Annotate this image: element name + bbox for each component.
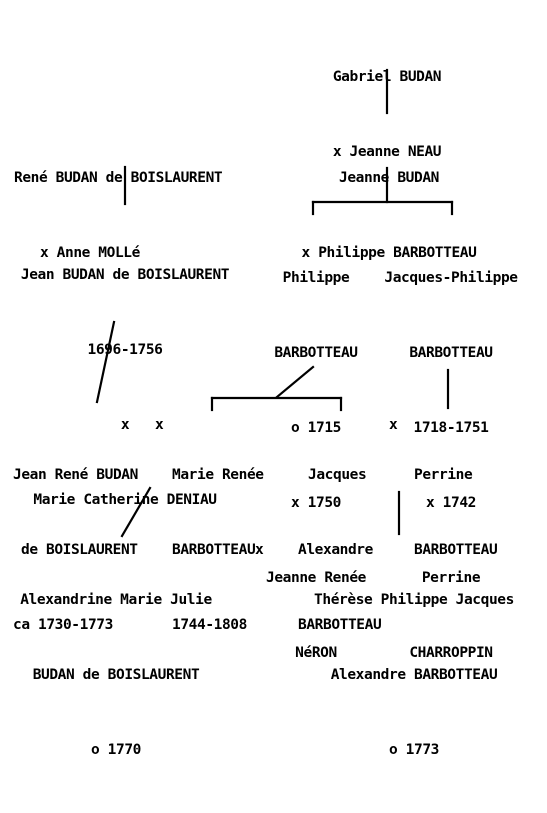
- person-name: Gabriel BUDAN: [332, 69, 442, 85]
- marriage-mark: x: [155, 417, 164, 433]
- person-name: Jean René BUDAN: [13, 467, 138, 483]
- given-name: Jacques-Philippe: [384, 270, 518, 286]
- given-name: Perrine: [414, 467, 473, 483]
- person-alexandrine-budan: [20, 538, 212, 813]
- spouse-given-name: Perrine: [421, 570, 481, 586]
- marriage-year: x 1750: [291, 495, 341, 511]
- person-name-continued: de BOISLAURENT: [21, 542, 138, 558]
- birth-year: o 1773: [389, 742, 439, 758]
- person-name: Jean BUDAN de BOISLAURENT: [20, 267, 230, 283]
- surname: BARBOTTEAU: [298, 617, 382, 633]
- life-dates: ca 1730-1773: [13, 617, 113, 633]
- marriage-year: x 1742: [426, 495, 476, 511]
- person-name-continued: Alexandre BARBOTTEAU: [330, 667, 498, 683]
- person-name: Jeanne BUDAN: [339, 170, 439, 186]
- surname: BARBOTTEAU: [414, 542, 498, 558]
- given-name: Jacques: [308, 467, 367, 483]
- spouse-name: x Philippe BARBOTTEAU: [301, 245, 477, 261]
- marriage-mark: x: [255, 542, 264, 558]
- surname: BARBOTTEAU: [274, 345, 358, 361]
- marriage-mark: x: [389, 417, 398, 433]
- given-name: Marie Renée: [172, 467, 264, 483]
- person-name-continued: BUDAN de BOISLAURENT: [32, 667, 200, 683]
- surname: BARBOTTEAU: [172, 542, 256, 558]
- surname: BARBOTTEAU: [409, 345, 493, 361]
- spouse-surname: CHARROPPIN: [409, 645, 493, 661]
- birth-year: o 1715: [291, 420, 341, 436]
- given-name-continued: Alexandre: [298, 542, 373, 558]
- birth-year: o 1770: [91, 742, 141, 758]
- spouse-surname: NéRON: [295, 645, 337, 661]
- person-therese-barbotteau: [314, 538, 514, 813]
- spouse-given-name: Jeanne Renée: [266, 570, 366, 586]
- spouse-name: x Jeanne NEAU: [332, 144, 442, 160]
- person-name: Thérèse Philippe Jacques: [314, 592, 514, 608]
- life-dates: 1696-1756: [87, 342, 163, 358]
- marriage-mark: x: [120, 417, 130, 433]
- life-dates: 1718-1751: [413, 420, 489, 436]
- person-name: Alexandrine Marie Julie: [20, 592, 212, 608]
- person-name: René BUDAN de BOISLAURENT: [14, 170, 223, 186]
- given-name: Philippe: [282, 270, 350, 286]
- spouse-name: Marie Catherine DENIAU: [33, 492, 217, 508]
- life-dates: 1744-1808: [172, 617, 247, 633]
- spouse-name: x Anne MOLLé: [40, 245, 140, 261]
